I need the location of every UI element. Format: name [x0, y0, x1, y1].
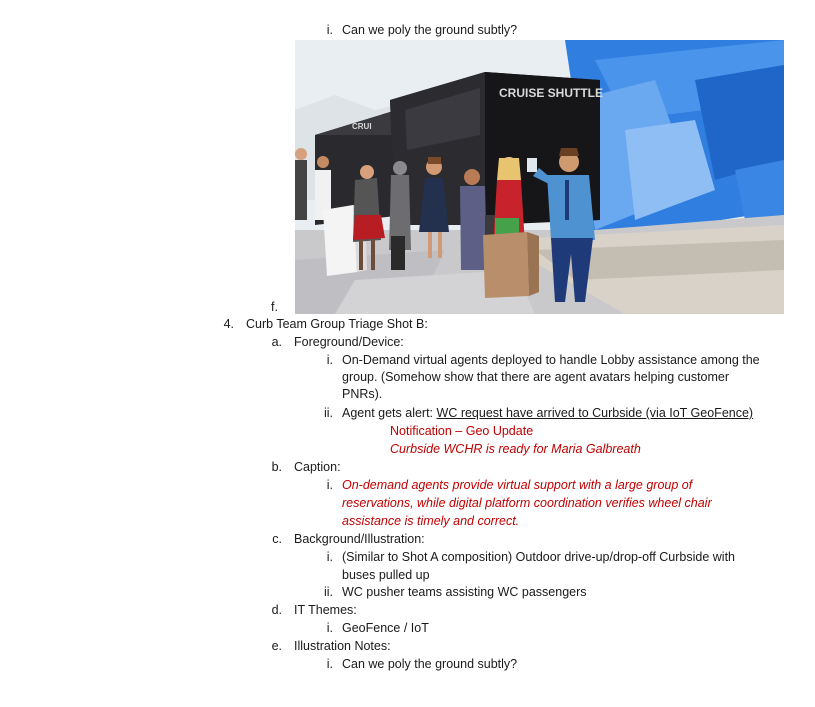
list-number: i.: [326, 353, 333, 367]
list-number: 4.: [223, 317, 234, 331]
list-number: c.: [272, 532, 282, 546]
subsection-heading: Caption:: [294, 460, 341, 474]
list-number: ii.: [323, 585, 333, 599]
list-number: a.: [271, 335, 282, 349]
subsection-heading: Illustration Notes:: [294, 639, 391, 653]
subsection-heading: Foreground/Device:: [294, 335, 404, 349]
section-heading: Curb Team Group Triage Shot B:: [246, 317, 428, 331]
cruise-shuttle-illustration: [295, 40, 784, 314]
list-number: i.: [326, 478, 333, 492]
caption-text: reservations, while digital platform coordination verifies wheel chair: [342, 496, 712, 510]
list-number: d.: [271, 603, 282, 617]
list-number: b.: [271, 460, 282, 474]
list-number: i.: [326, 23, 333, 37]
bus-text-front: CRUISE SHUTTLE: [499, 86, 604, 100]
list-number: i.: [326, 621, 333, 635]
list-item-text: Can we poly the ground subtly?: [342, 657, 518, 671]
bus-text-back: CRUI: [352, 122, 372, 131]
list-item-text: GeoFence / IoT: [342, 621, 429, 635]
caption-text: assistance is timely and correct.: [342, 514, 520, 528]
caption-text: On-demand agents provide virtual support with a large group of: [342, 478, 693, 492]
subsection-heading: IT Themes:: [294, 603, 357, 617]
list-item-text: WC pusher teams assisting WC passengers: [342, 585, 587, 599]
notification-detail: Curbside WCHR is ready for Maria Galbreath: [390, 442, 641, 456]
subsection-heading: Background/Illustration:: [294, 532, 425, 546]
list-item-text: On-Demand virtual agents deployed to handle Lobby assistance among the: [342, 353, 760, 367]
notification-title: Notification – Geo Update: [390, 424, 534, 438]
list-item-text: buses pulled up: [342, 568, 430, 582]
list-item-text: Can we poly the ground subtly?: [342, 23, 518, 37]
list-number: i.: [326, 657, 333, 671]
list-number: i.: [326, 550, 333, 564]
list-item-text: group. (Somehow show that there are agent avatars helping customer: [342, 370, 730, 384]
alert-prefix: Agent gets alert:: [342, 406, 437, 420]
list-item-text: (Similar to Shot A composition) Outdoor drive-up/drop-off Curbside with: [342, 550, 736, 564]
list-item-text: [342, 405, 753, 421]
list-number: f.: [271, 300, 278, 314]
alert-text: WC request have arrived to Curbside (via IoT GeoFence): [436, 406, 754, 420]
list-item-text: PNRs).: [342, 387, 383, 401]
list-number: ii.: [323, 406, 333, 420]
list-number: e.: [271, 639, 282, 653]
